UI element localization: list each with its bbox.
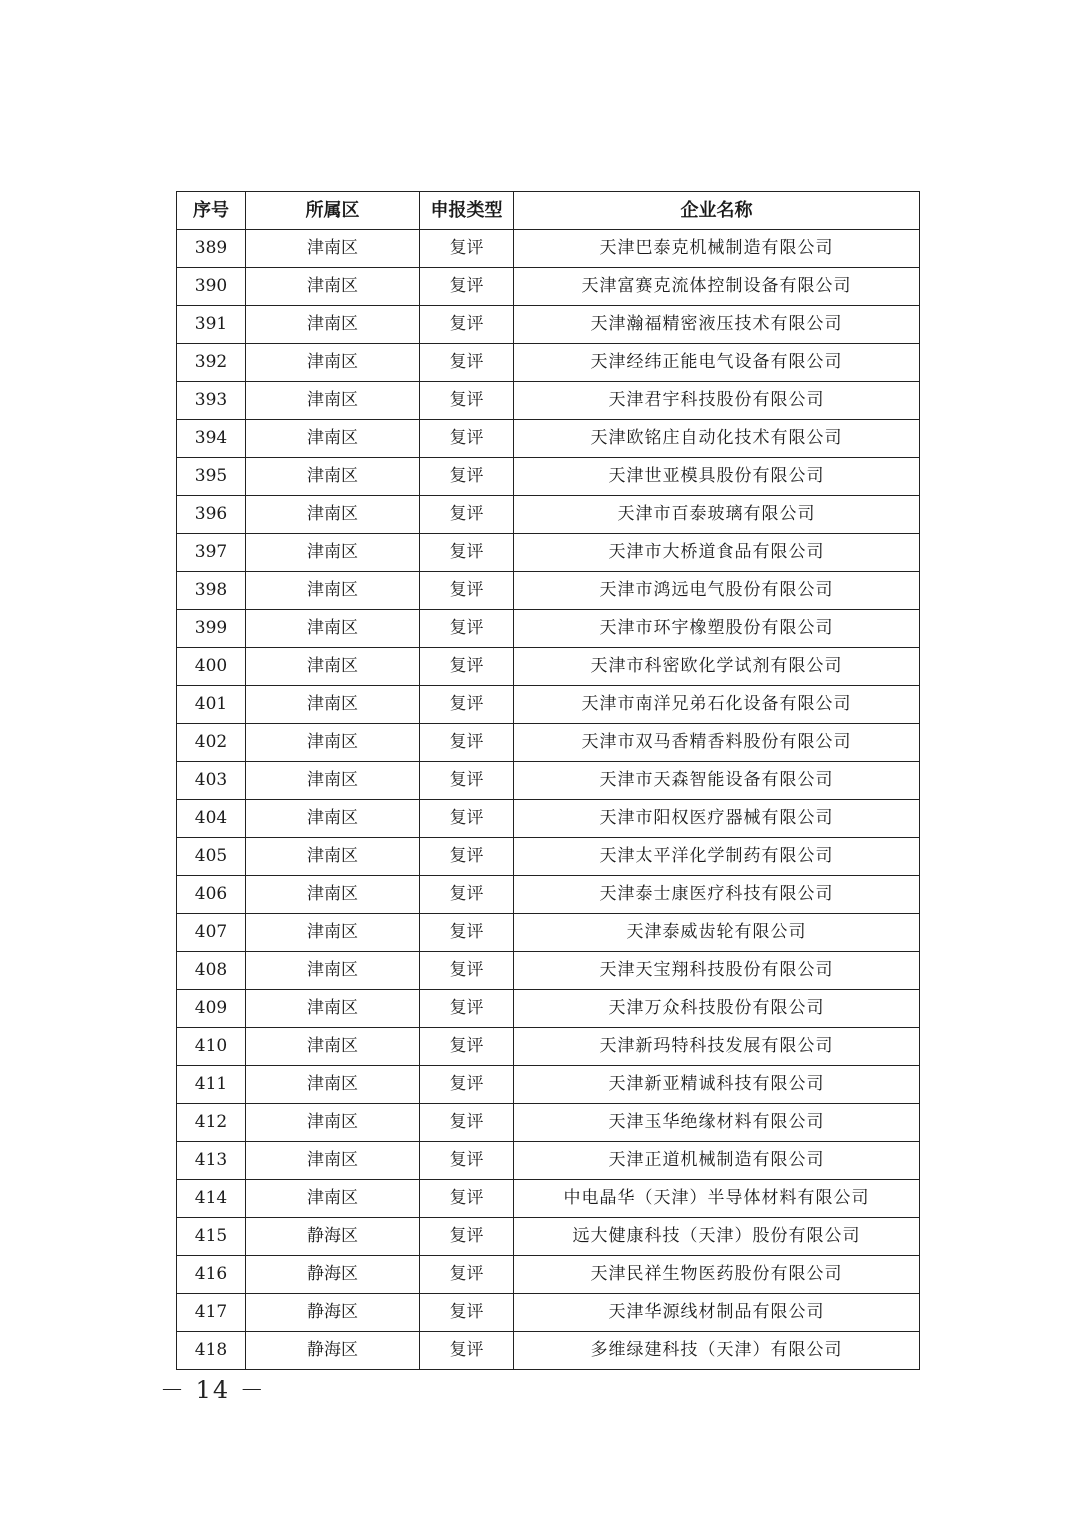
table-row — [177, 534, 920, 572]
table-row — [177, 610, 920, 648]
company-name-cell: 天津市大桥道食品有限公司 — [514, 534, 920, 572]
company-name-cell: 天津市百泰玻璃有限公司 — [514, 496, 920, 534]
district-cell: 津南区 — [246, 762, 420, 800]
application-type-cell: 复评 — [420, 1256, 514, 1294]
company-name-cell: 中电晶华（天津）半导体材料有限公司 — [514, 1180, 920, 1218]
serial-number-cell: 401 — [177, 686, 246, 724]
application-type-cell: 复评 — [420, 724, 514, 762]
application-type-cell: 复评 — [420, 610, 514, 648]
serial-number-cell: 391 — [177, 306, 246, 344]
application-type-cell: 复评 — [420, 1180, 514, 1218]
district-cell: 津南区 — [246, 876, 420, 914]
serial-number-cell: 398 — [177, 572, 246, 610]
application-type-cell: 复评 — [420, 382, 514, 420]
table-row — [177, 1294, 920, 1332]
district-cell: 津南区 — [246, 800, 420, 838]
serial-number-cell: 412 — [177, 1104, 246, 1142]
district-cell: 津南区 — [246, 914, 420, 952]
company-name-cell: 天津富赛克流体控制设备有限公司 — [514, 268, 920, 306]
table-row — [177, 1218, 920, 1256]
application-type-cell: 复评 — [420, 268, 514, 306]
header-serial-number: 序号 — [177, 192, 246, 230]
district-cell: 津南区 — [246, 990, 420, 1028]
table-body — [177, 230, 920, 1370]
table-row — [177, 1180, 920, 1218]
district-cell: 津南区 — [246, 534, 420, 572]
application-type-cell: 复评 — [420, 648, 514, 686]
company-name-cell: 天津巴泰克机械制造有限公司 — [514, 230, 920, 268]
application-type-cell: 复评 — [420, 762, 514, 800]
application-type-cell: 复评 — [420, 1066, 514, 1104]
serial-number-cell: 389 — [177, 230, 246, 268]
application-type-cell: 复评 — [420, 230, 514, 268]
serial-number-cell: 413 — [177, 1142, 246, 1180]
table-row — [177, 724, 920, 762]
application-type-cell: 复评 — [420, 1028, 514, 1066]
table-row — [177, 914, 920, 952]
company-name-cell: 天津泰威齿轮有限公司 — [514, 914, 920, 952]
serial-number-cell: 414 — [177, 1180, 246, 1218]
table-row — [177, 1028, 920, 1066]
application-type-cell: 复评 — [420, 1218, 514, 1256]
company-name-cell: 天津玉华绝缘材料有限公司 — [514, 1104, 920, 1142]
district-cell: 津南区 — [246, 610, 420, 648]
application-type-cell: 复评 — [420, 458, 514, 496]
district-cell: 津南区 — [246, 1180, 420, 1218]
district-cell: 津南区 — [246, 496, 420, 534]
table-row — [177, 1142, 920, 1180]
serial-number-cell: 416 — [177, 1256, 246, 1294]
application-type-cell: 复评 — [420, 800, 514, 838]
table-row — [177, 1332, 920, 1370]
district-cell: 津南区 — [246, 1104, 420, 1142]
district-cell: 津南区 — [246, 1066, 420, 1104]
district-cell: 津南区 — [246, 458, 420, 496]
company-name-cell: 天津正道机械制造有限公司 — [514, 1142, 920, 1180]
company-name-cell: 天津君宇科技股份有限公司 — [514, 382, 920, 420]
serial-number-cell: 409 — [177, 990, 246, 1028]
header-application-type: 申报类型 — [420, 192, 514, 230]
company-name-cell: 天津欧铭庄自动化技术有限公司 — [514, 420, 920, 458]
company-name-cell: 天津市阳权医疗器械有限公司 — [514, 800, 920, 838]
company-name-cell: 多维绿建科技（天津）有限公司 — [514, 1332, 920, 1370]
application-type-cell: 复评 — [420, 686, 514, 724]
application-type-cell: 复评 — [420, 1142, 514, 1180]
serial-number-cell: 397 — [177, 534, 246, 572]
table-row — [177, 268, 920, 306]
table-header-row — [177, 192, 920, 230]
table-row — [177, 762, 920, 800]
table-row — [177, 1256, 920, 1294]
district-cell: 津南区 — [246, 648, 420, 686]
table-row — [177, 420, 920, 458]
district-cell: 津南区 — [246, 1028, 420, 1066]
application-type-cell: 复评 — [420, 1294, 514, 1332]
page-number: － 14 － — [160, 1376, 266, 1404]
table-row — [177, 838, 920, 876]
application-type-cell: 复评 — [420, 838, 514, 876]
application-type-cell: 复评 — [420, 572, 514, 610]
application-type-cell: 复评 — [420, 952, 514, 990]
application-type-cell: 复评 — [420, 990, 514, 1028]
company-name-cell: 远大健康科技（天津）股份有限公司 — [514, 1218, 920, 1256]
serial-number-cell: 404 — [177, 800, 246, 838]
serial-number-cell: 393 — [177, 382, 246, 420]
table-row — [177, 344, 920, 382]
table-row — [177, 382, 920, 420]
district-cell: 津南区 — [246, 724, 420, 762]
company-name-cell: 天津市鸿远电气股份有限公司 — [514, 572, 920, 610]
table-row — [177, 572, 920, 610]
company-name-cell: 天津万众科技股份有限公司 — [514, 990, 920, 1028]
application-type-cell: 复评 — [420, 534, 514, 572]
district-cell: 津南区 — [246, 268, 420, 306]
serial-number-cell: 411 — [177, 1066, 246, 1104]
company-name-cell: 天津市南洋兄弟石化设备有限公司 — [514, 686, 920, 724]
application-type-cell: 复评 — [420, 1332, 514, 1370]
table-row — [177, 990, 920, 1028]
application-type-cell: 复评 — [420, 420, 514, 458]
serial-number-cell: 417 — [177, 1294, 246, 1332]
application-type-cell: 复评 — [420, 1104, 514, 1142]
district-cell: 静海区 — [246, 1256, 420, 1294]
serial-number-cell: 400 — [177, 648, 246, 686]
enterprise-list-table — [176, 191, 920, 1370]
serial-number-cell: 399 — [177, 610, 246, 648]
district-cell: 津南区 — [246, 382, 420, 420]
district-cell: 津南区 — [246, 420, 420, 458]
serial-number-cell: 415 — [177, 1218, 246, 1256]
serial-number-cell: 396 — [177, 496, 246, 534]
company-name-cell: 天津太平洋化学制药有限公司 — [514, 838, 920, 876]
company-name-cell: 天津市环宇橡塑股份有限公司 — [514, 610, 920, 648]
application-type-cell: 复评 — [420, 496, 514, 534]
company-name-cell: 天津民祥生物医药股份有限公司 — [514, 1256, 920, 1294]
district-cell: 静海区 — [246, 1294, 420, 1332]
serial-number-cell: 392 — [177, 344, 246, 382]
district-cell: 津南区 — [246, 572, 420, 610]
table-row — [177, 648, 920, 686]
header-company-name: 企业名称 — [514, 192, 920, 230]
district-cell: 津南区 — [246, 344, 420, 382]
table-header — [177, 192, 920, 230]
table-row — [177, 230, 920, 268]
district-cell: 津南区 — [246, 306, 420, 344]
company-name-cell: 天津市天森智能设备有限公司 — [514, 762, 920, 800]
serial-number-cell: 408 — [177, 952, 246, 990]
serial-number-cell: 418 — [177, 1332, 246, 1370]
serial-number-cell: 394 — [177, 420, 246, 458]
serial-number-cell: 406 — [177, 876, 246, 914]
serial-number-cell: 405 — [177, 838, 246, 876]
table-row — [177, 458, 920, 496]
table-row — [177, 1104, 920, 1142]
district-cell: 津南区 — [246, 230, 420, 268]
application-type-cell: 复评 — [420, 876, 514, 914]
district-cell: 津南区 — [246, 686, 420, 724]
table-row — [177, 496, 920, 534]
table-row — [177, 1066, 920, 1104]
company-name-cell: 天津新亚精诚科技有限公司 — [514, 1066, 920, 1104]
application-type-cell: 复评 — [420, 914, 514, 952]
serial-number-cell: 395 — [177, 458, 246, 496]
serial-number-cell: 402 — [177, 724, 246, 762]
company-name-cell: 天津市双马香精香料股份有限公司 — [514, 724, 920, 762]
company-name-cell: 天津经纬正能电气设备有限公司 — [514, 344, 920, 382]
table-row — [177, 800, 920, 838]
company-name-cell: 天津世亚模具股份有限公司 — [514, 458, 920, 496]
company-name-cell: 天津市科密欧化学试剂有限公司 — [514, 648, 920, 686]
serial-number-cell: 403 — [177, 762, 246, 800]
serial-number-cell: 390 — [177, 268, 246, 306]
company-name-cell: 天津泰士康医疗科技有限公司 — [514, 876, 920, 914]
table-row — [177, 952, 920, 990]
application-type-cell: 复评 — [420, 306, 514, 344]
serial-number-cell: 407 — [177, 914, 246, 952]
district-cell: 静海区 — [246, 1332, 420, 1370]
district-cell: 津南区 — [246, 838, 420, 876]
district-cell: 津南区 — [246, 1142, 420, 1180]
table-row — [177, 306, 920, 344]
district-cell: 静海区 — [246, 1218, 420, 1256]
company-name-cell: 天津新玛特科技发展有限公司 — [514, 1028, 920, 1066]
serial-number-cell: 410 — [177, 1028, 246, 1066]
table-row — [177, 686, 920, 724]
table-row — [177, 876, 920, 914]
application-type-cell: 复评 — [420, 344, 514, 382]
company-name-cell: 天津华源线材制品有限公司 — [514, 1294, 920, 1332]
district-cell: 津南区 — [246, 952, 420, 990]
company-name-cell: 天津天宝翔科技股份有限公司 — [514, 952, 920, 990]
company-name-cell: 天津瀚福精密液压技术有限公司 — [514, 306, 920, 344]
header-district: 所属区 — [246, 192, 420, 230]
